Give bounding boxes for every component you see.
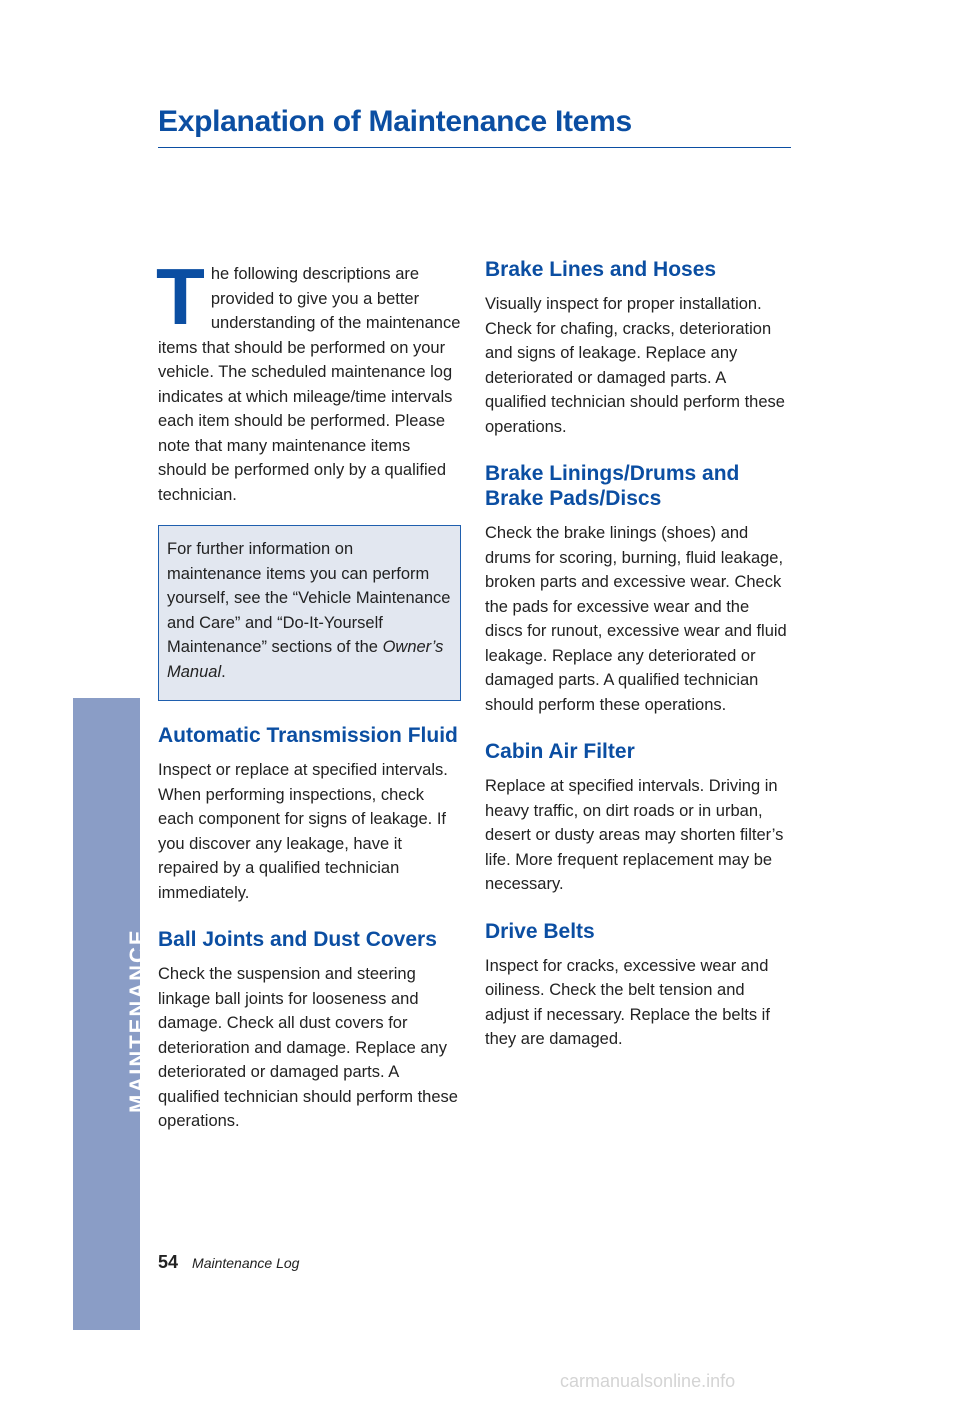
- side-tab-label: MAINTENANCE: [125, 928, 150, 1113]
- note-box: [158, 525, 461, 701]
- section-body-automatic-transmission-fluid: Inspect or replace at specified intervals. When performing inspections, check each component for signs of leakage. If you discover any leakage, have it repaired by a qualified technician immediately.: [158, 761, 448, 902]
- footer-label: Maintenance Log: [192, 1255, 300, 1271]
- section-body-brake-lines: Visually inspect for proper installation. Check for chafing, cracks, deterioration and signs of leakage. Replace any deteriorated or damaged parts. A qualified technician should perform these operations.: [485, 295, 785, 436]
- section-body-cabin-air-filter: Replace at specified intervals. Driving in heavy traffic, on dirt roads or in urban, desert or dusty areas may shorten filter’s life. More frequent replacement may be necessary.: [485, 777, 784, 893]
- page-title: Explanation of Maintenance Items: [158, 105, 632, 138]
- left-column: [156, 252, 462, 1134]
- section-heading-cabin-air-filter: Cabin Air Filter: [485, 740, 635, 763]
- note-main-text: For further information on maintenance items you can perform yourself, see the “Vehicle Maintenance and Care” and “Do-It-Yourself Maintenance” sections of the: [167, 540, 451, 656]
- section-heading-ball-joints: Ball Joints and Dust Covers: [158, 928, 437, 951]
- intro-paragraph: [156, 252, 462, 507]
- title-divider: [158, 147, 791, 148]
- section-body-brake-linings: Check the brake linings (shoes) and drums for scoring, burning, fluid leakage, broken parts and excessive wear. Check the pads for excessive wear and the discs for runout, excessive wear and fluid leakage. Replace any deteriorated or damaged parts. A qualified technician should perform these operations.: [485, 524, 787, 714]
- intro-text: he following descriptions are provided to give you a better understanding of the maintenance items that should be performed on your vehicle. The scheduled maintenance log indicates at which mileage/time intervals each item should be performed. Please note that many maintenance items should be performed only by a qualified technician.: [158, 265, 461, 504]
- watermark: carmanualsonline.info: [560, 1371, 736, 1391]
- section-heading-drive-belts: Drive Belts: [485, 919, 595, 943]
- page-footer: [158, 1252, 299, 1273]
- note-end: .: [221, 662, 226, 681]
- section-heading-brake-linings: Brake Linings/Drums and Brake Pads/Discs: [485, 462, 740, 510]
- page-number: 54: [158, 1252, 179, 1272]
- section-body-ball-joints: Check the suspension and steering linkage ball joints for looseness and damage. Check all dust covers for deterioration and damage. Replace any deteriorated or damaged parts. A qualified technician should perform these operations.: [158, 965, 458, 1130]
- owners-manual-reference: Owner’s Manual: [167, 638, 444, 681]
- section-heading-brake-lines: Brake Lines and Hoses: [485, 258, 717, 281]
- section-body-drive-belts: Inspect for cracks, excessive wear and oiliness. Check the belt tension and adjust if necessary. Replace the belts if they are damaged.: [485, 956, 770, 1048]
- note-text: [167, 537, 452, 684]
- drop-cap: T: [156, 252, 205, 341]
- right-column: [485, 257, 789, 1052]
- section-heading-automatic-transmission-fluid: Automatic Transmission Fluid: [158, 724, 458, 747]
